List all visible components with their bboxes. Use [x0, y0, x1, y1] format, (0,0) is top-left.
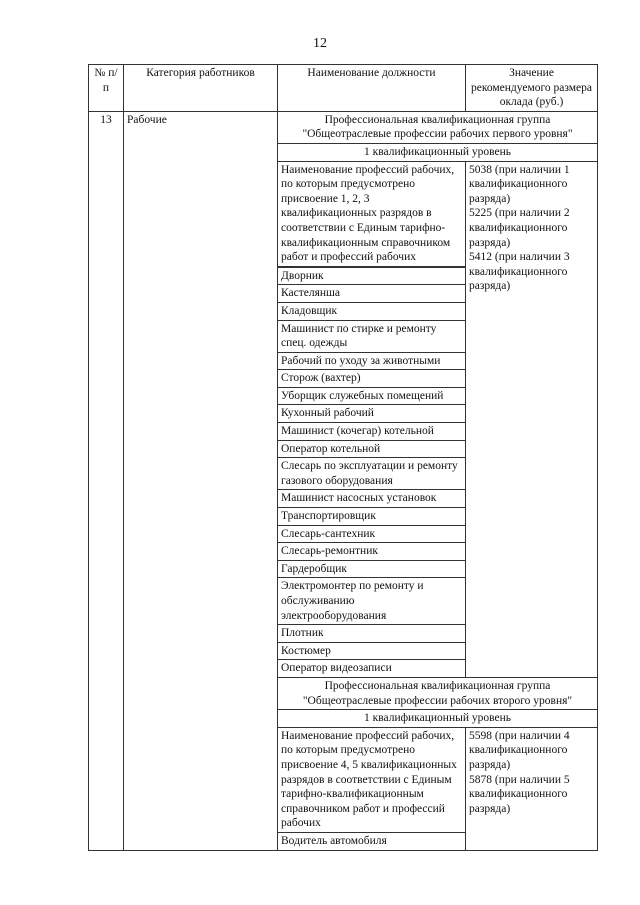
salary-line: 5598 (при наличии 4 квалификационного разряда)	[469, 729, 570, 771]
group1-lead-position: Наименование профессий рабочих, по которым предусмотрено присвоение 1, 2, 3 квалификационных разрядов в соответствии с Единым тарифно-квалификационным справочником работ и профессий рабочих	[278, 161, 466, 266]
list-item: Плотник	[278, 624, 465, 642]
salary-line: 5225 (при наличии 2 квалификационного разряда)	[469, 207, 570, 249]
group1-positions	[278, 266, 466, 677]
list-item: Водитель автомобиля	[278, 832, 466, 850]
page-number: 12	[313, 36, 327, 51]
list-item: Слесарь по эксплуатации и ремонту газового оборудования	[278, 457, 465, 489]
list-item: Гардеробщик	[278, 560, 465, 578]
salary-line: 5412 (при наличии 3 квалификационного разряда)	[469, 251, 570, 293]
header-category: Категория работников	[124, 65, 278, 112]
group1-salary	[466, 161, 598, 677]
row-category: Рабочие	[124, 111, 278, 850]
list-item: Слесарь-ремонтник	[278, 542, 465, 560]
group1-title: Профессиональная квалификационная группа "Общеотраслевые профессии рабочих первого уровня"	[278, 111, 598, 143]
header-position: Наименование должности	[278, 65, 466, 112]
list-item: Машинист по стирке и ремонту спец. одежды	[278, 320, 465, 352]
header-num: № п/п	[89, 65, 124, 112]
list-item: Рабочий по уходу за животными	[278, 352, 465, 370]
list-item: Кастелянша	[278, 284, 465, 302]
list-item: Машинист (кочегар) котельной	[278, 422, 465, 440]
list-item: Электромонтер по ремонту и обслуживанию электрооборудования	[278, 577, 465, 624]
list-item: Слесарь-сантехник	[278, 525, 465, 543]
table-header	[89, 65, 598, 112]
header-salary: Значение рекомендуемого размера оклада (руб.)	[466, 65, 598, 112]
list-item: Сторож (вахтер)	[278, 369, 465, 387]
salary-table	[88, 64, 598, 851]
group1-level: 1 квалификационный уровень	[278, 143, 598, 161]
list-item: Кухонный рабочий	[278, 404, 465, 422]
list-item: Оператор видеозаписи	[278, 659, 465, 677]
list-item: Дворник	[278, 267, 465, 285]
list-item: Костюмер	[278, 642, 465, 660]
group2-title: Профессиональная квалификационная группа "Общеотраслевые профессии рабочих второго уровня"	[278, 677, 598, 709]
list-item: Транспортировщик	[278, 507, 465, 525]
list-item: Уборщик служебных помещений	[278, 387, 465, 405]
row-number: 13	[89, 111, 124, 850]
list-item: Оператор котельной	[278, 440, 465, 458]
list-item: Машинист насосных установок	[278, 489, 465, 507]
group2-salary	[466, 727, 598, 850]
list-item: Кладовщик	[278, 302, 465, 320]
group2-level: 1 квалификационный уровень	[278, 710, 598, 728]
salary-line: 5878 (при наличии 5 квалификационного разряда)	[469, 773, 570, 815]
salary-line: 5038 (при наличии 1 квалификационного разряда)	[469, 163, 570, 205]
group2-lead-position: Наименование профессий рабочих, по которым предусмотрено присвоение 4, 5 квалификационных разрядов в соответствии с Единым тарифно-квалификационным справочником работ и профессий рабочих	[278, 727, 466, 832]
